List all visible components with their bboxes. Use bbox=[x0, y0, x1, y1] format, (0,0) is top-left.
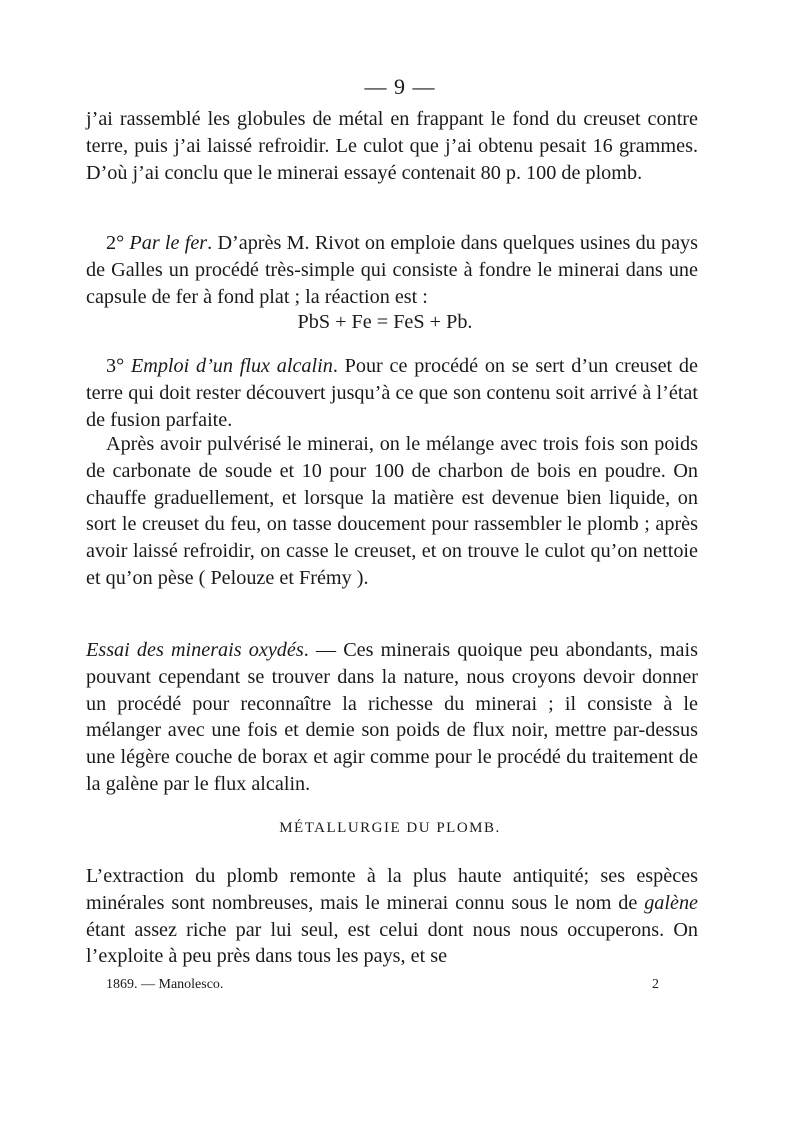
italic-term: galène bbox=[644, 891, 698, 914]
item-number: 3° bbox=[106, 355, 131, 377]
footer-signature-number: 2 bbox=[652, 977, 659, 992]
paragraph-flux-alcalin bbox=[86, 353, 698, 433]
paragraph-metallurgie bbox=[86, 863, 698, 970]
chemical-equation: PbS + Fe = FeS + Pb. bbox=[297, 311, 473, 333]
paragraph-body: . D’après M. Rivot on emploie dans quelques usines du pays de Galles un procédé très-simple qui consiste à fondre le minerai dans une capsule de fer à fond plat ; la réaction est : bbox=[86, 232, 698, 308]
paragraph-2-text bbox=[86, 230, 698, 310]
italic-title: Par le fer bbox=[129, 232, 208, 254]
paragraph-minerais-oxydes bbox=[86, 637, 698, 798]
paragraph-3-text bbox=[86, 353, 698, 433]
paragraph-1-text: j’ai rassemblé les globules de métal en frappant le fond du creuset contre terre, puis j’ai laissé refroidir. Le culot que j’ai obtenu pesait 16 grammes. D’où j’ai conclu que le minerai essayé contenait 80 p. 100 de plomb. bbox=[86, 108, 698, 184]
paragraph-4 bbox=[86, 431, 698, 592]
section-heading: MÉTALLURGIE DU PLOMB. bbox=[279, 820, 501, 836]
paragraph-4-text: Après avoir pulvérisé le minerai, on le mélange avec trois fois son poids de carbonate de soude et 10 pour 100 de charbon de bois en poudre. On chauffe graduellement, et lorsque la matière est devenue bien liquide, on sort le creuset du feu, on tasse doucement pour rassembler le plomb ; après avoir laissé refroidir, on casse le creuset, et on trouve le culot qu’on nettoie et qu’on pèse ( Pelouze et Frémy ). bbox=[86, 433, 698, 589]
paragraph-5-text bbox=[86, 637, 698, 798]
paragraph-body: . Pour ce procédé on se sert d’un creuset de terre qui doit rester découvert jusqu’à ce que son contenu soit arrivé à l’état de fusion parfaite. bbox=[86, 355, 698, 431]
paragraph-body: . — Ces minerais quoique peu abondants, mais pouvant cependant se trouver dans la nature, nous croyons devoir donner un procédé pour reconnaître la richesse du minerai ; il consiste à le mélanger avec une fois et demie son poids de flux noir, mettre par-dessus une légère couche de borax et agir comme pour le procédé du traitement de la galène par le flux alcalin. bbox=[86, 639, 698, 795]
paragraph-1 bbox=[86, 106, 698, 186]
item-number: 2° bbox=[106, 232, 130, 254]
page-number: — 9 — bbox=[364, 74, 436, 99]
paragraph-body-continued: étant assez riche par lui seul, est celui dont nous nous occuperons. On l’exploite à peu près dans tous les pays, et se bbox=[86, 918, 698, 968]
italic-title: Essai des minerais oxydés bbox=[86, 639, 304, 661]
paragraph-par-le-fer bbox=[86, 230, 698, 310]
paragraph-body: L’extraction du plomb remonte à la plus haute antiquité; ses espèces minérales sont nombreuses, mais le minerai connu sous le nom de bbox=[86, 865, 698, 914]
footer-signature: 1869. — Manolesco. bbox=[106, 977, 224, 992]
italic-title: Emploi d’un flux alcalin bbox=[130, 355, 333, 377]
paragraph-6-text bbox=[86, 863, 698, 970]
